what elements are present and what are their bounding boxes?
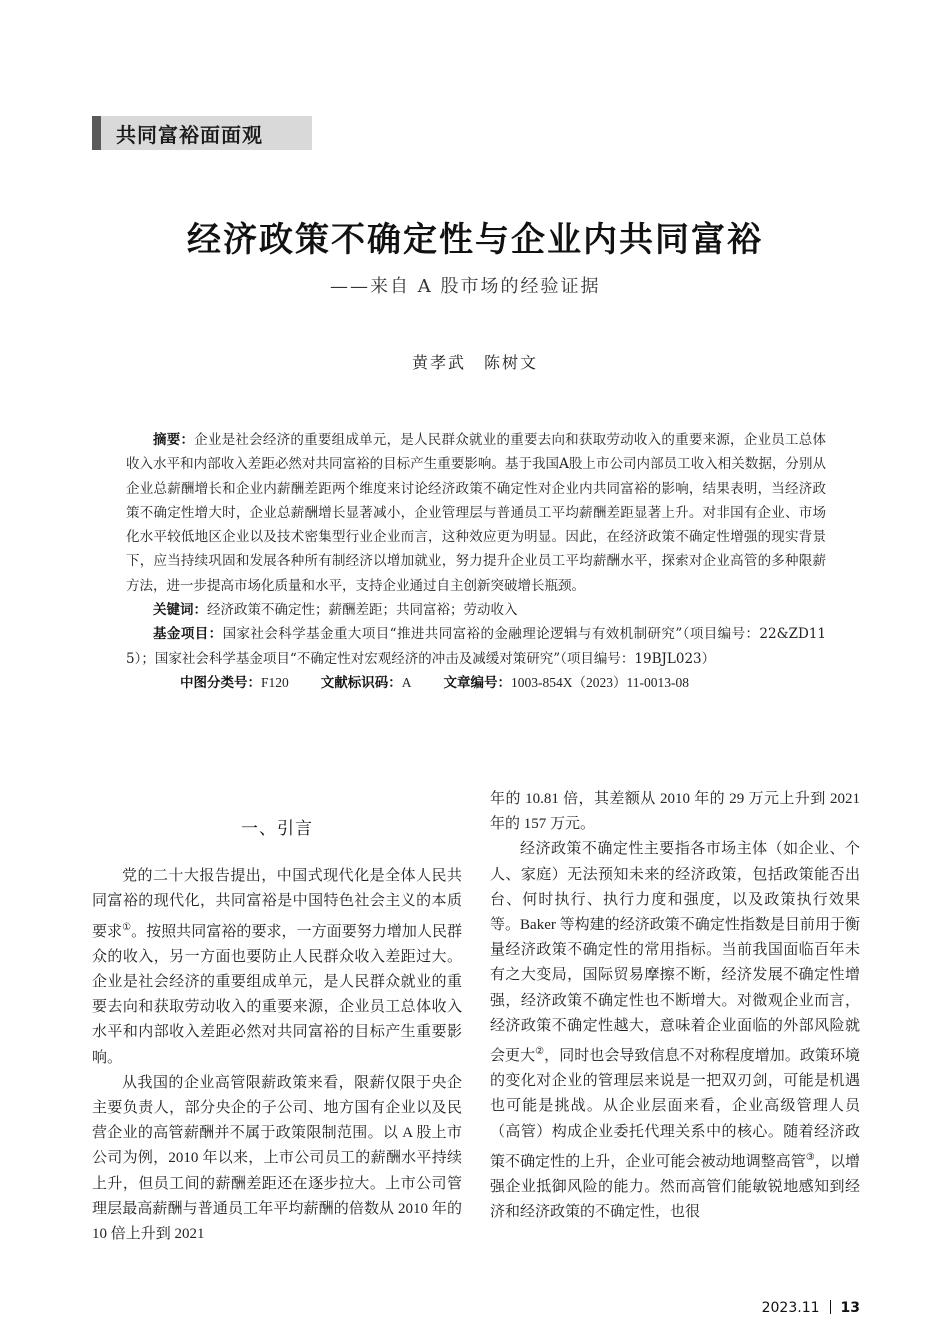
section-heading-introduction: 一、引言 xyxy=(241,819,313,839)
article-number-value: 1003-854X（2023）11-0013-08 xyxy=(511,674,690,690)
funding-paragraph xyxy=(126,622,826,671)
article-title: 经济政策不确定性与企业内共同富裕 xyxy=(187,220,763,260)
doc-code-label: 文献标识码： xyxy=(320,674,402,691)
abstract-paragraph xyxy=(126,428,826,598)
body-text: ，同时也会导致信息不对称程度增加。政策环境的变化对企业的管理层来说是一把双刃剑，可能是机遇也可能是挑战。从企业层面来看，企业高级管理人员（高管）构成企业委托代理关系中的核心。随着经济政策不确定性的上升，企业可能会被动地调整高管 xyxy=(490,1048,860,1170)
article-number-label: 文章编号： xyxy=(443,674,512,691)
abstract-label: 摘要： xyxy=(153,432,195,448)
section-tag-bar xyxy=(92,116,101,150)
clc-value: F120 xyxy=(261,674,289,690)
abstract-block xyxy=(126,428,826,695)
left-column xyxy=(92,787,462,1247)
funding-label: 基金项目： xyxy=(153,626,223,643)
clc-label: 中图分类号： xyxy=(180,674,261,691)
body-text: 。按照共同富裕的要求，一方面要努力增加人民群众的收入，另一方面也要防止人民群众收入差距过大。企业是社会经济的重要组成单元，是人民群众就业的重要去向和获取劳动收入的重要来源，企业员工总体收入水平和内部收入差距必然对共同富裕的目标产生重要影响。 xyxy=(92,923,462,1066)
footnote-marker: ① xyxy=(122,921,132,933)
authors: 黄孝武 陈树文 xyxy=(411,353,538,372)
funding-text: 国家社会科学基金重大项目“推进共同富裕的金融理论逻辑与有效机制研究”（项目编号：22&ZD115）；国家社会科学基金项目“不确定性对宏观经济的冲击及减缓对策研究”（项目编号：19BJL023） xyxy=(126,626,827,667)
footnote-marker: ③ xyxy=(805,1151,815,1163)
body-text: ，以增强企业抵御风险的能力。然而高管们能敏锐地感知到经济和经济政策的不确定性，也很 xyxy=(490,1153,860,1221)
classification-line xyxy=(126,671,826,695)
keywords-paragraph xyxy=(126,598,826,622)
body-paragraph: 年的 10.81 倍，其差额从 2010 年的 29 万元上升到 2021 年的 157 万元。 xyxy=(490,791,860,833)
body-paragraph xyxy=(92,864,462,1071)
article-subtitle: ——来自 A 股市场的经验证据 xyxy=(330,276,601,297)
right-column xyxy=(490,787,860,1225)
body-paragraph: 从我国的企业高管限薪政策来看，限薪仅限于央企主要负责人，部分央企的子公司、地方国有企业以及民营企业的高管薪酬并不属于政策限制范围。以 A 股上市公司为例，2010 年以来，上市公司员工的薪酬水平持续上升，但员工间的薪酬差距还在逐步拉大。上市公司管理层最高薪酬与普通员工年平均薪酬的倍数从 2010 年的 10 倍上升到 2021 xyxy=(92,1074,462,1243)
keywords-text: 经济政策不确定性；薪酬差距；共同富裕；劳动收入 xyxy=(207,602,518,619)
body-text: 经济政策不确定性主要指各市场主体（如企业、个人、家庭）无法预知未来的经济政策，包括政策能否出台、何时执行、执行力度和强度，以及政策执行效果等。Baker 等构建的经济政策不确定性指数是目前用于衡量经济政策不确定性的常用指标。当前我国面临百年未有之大变局，国际贸易摩擦不断，经济发展不确定性增强，经济政策不确定性也不断增大。对微观企业而言，经济政策不确定性越大，意味着企业面临的外部风险就会更大 xyxy=(490,841,860,1065)
section-tag xyxy=(92,116,312,150)
issue-date: 2023.11 xyxy=(761,1300,820,1316)
footer-divider xyxy=(830,1300,831,1314)
page-footer xyxy=(762,1300,860,1316)
body-paragraph xyxy=(490,837,860,1225)
page-number: 13 xyxy=(840,1300,860,1316)
abstract-text: 企业是社会经济的重要组成单元，是人民群众就业的重要去向和获取劳动收入的重要来源，企业员工总体收入水平和内部收入差距必然对共同富裕的目标产生重要影响。基于我国A股上市公司内部员工收入相关数据，分别从企业总薪酬增长和企业内薪酬差距两个维度来讨论经济政策不确定性对企业内共同富裕的影响，结果表明，当经济政策不确定性增大时，企业总薪酬增长显著减小，企业管理层与普通员工平均薪酬差距显著上升。对非国有企业、市场化水平较低地区企业以及技术密集型行业企业而言，这种效应更为明显。因此，在经济政策不确定性增强的现实背景下，应当持续巩固和发展各种所有制经济以增加就业，努力提升企业员工平均薪酬水平，探索对企业高管的多种限薪方法，进一步提高市场化质量和水平，支持企业通过自主创新突破增长瓶颈。 xyxy=(126,432,826,594)
body-text: 党的二十大报告提出，中国式现代化是全体人民共同富裕的现代化，共同富裕是中国特色社会主义的本质要求 xyxy=(92,868,462,940)
doc-code-value: A xyxy=(401,674,412,690)
keywords-label: 关键词： xyxy=(153,602,207,619)
section-tag-label: 共同富裕面面观 xyxy=(116,123,263,147)
footnote-marker: ② xyxy=(535,1046,545,1058)
